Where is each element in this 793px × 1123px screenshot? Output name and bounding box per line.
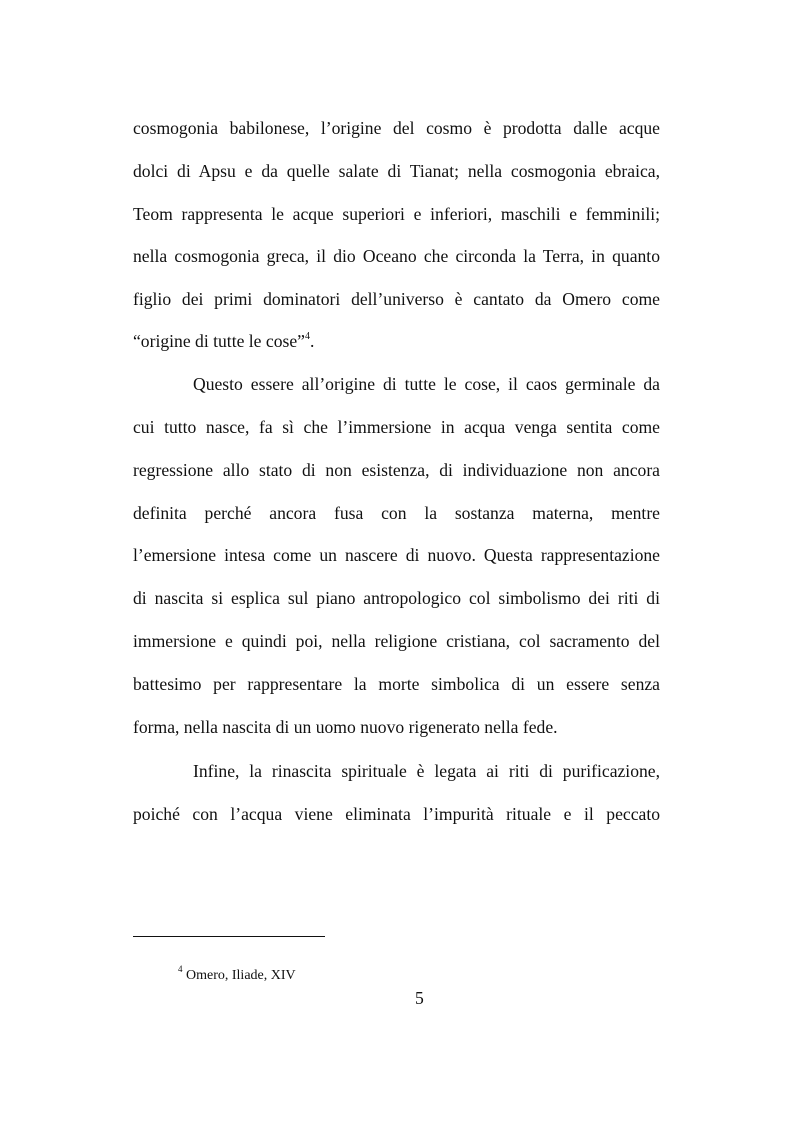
page-number: 5 [415, 988, 424, 1008]
period: . [309, 331, 315, 351]
footnote [178, 964, 296, 984]
text-line: forma, nella nascita di un uomo nuovo rigenerato nella fede. [133, 717, 558, 737]
text-line: cui tutto nasce, fa sì che l’immersione in acqua venga sentita come [133, 417, 660, 437]
text-line: cosmogonia babilonese, l’origine del cosmo è prodotta dalle acque [133, 118, 660, 138]
text-line: Teom rappresenta le acque superiori e inferiori, maschili e femminili; [133, 204, 660, 224]
text-line-with-footnote-ref [133, 330, 660, 352]
text-line: nella cosmogonia greca, il dio Oceano che circonda la Terra, in quanto [133, 246, 660, 266]
footnote-text: Omero, Iliade, XIV [186, 968, 296, 983]
text-line: Infine, la rinascita spirituale è legata ai riti di purificazione, [193, 761, 660, 781]
text-line: l’emersione intesa come un nascere di nuovo. Questa rappresentazione [133, 545, 660, 565]
footnote-ref[interactable]: 4 [304, 331, 310, 343]
footnote-separator [133, 936, 325, 937]
text-line: poiché con l’acqua viene eliminata l’impurità rituale e il peccato [133, 804, 660, 824]
text-line: figlio dei primi dominatori dell’universo è cantato da Omero come [133, 289, 660, 309]
text-line: immersione e quindi poi, nella religione cristiana, col sacramento del [133, 631, 660, 651]
footnote-number: 4 [178, 964, 183, 975]
text-line: regressione allo stato di non esistenza, di individuazione non ancora [133, 460, 660, 480]
text-line: dolci di Apsu e da quelle salate di Tianat; nella cosmogonia ebraica, [133, 161, 660, 181]
text-line: definita perché ancora fusa con la sostanza materna, mentre [133, 503, 660, 523]
text-line: Questo essere all’origine di tutte le cose, il caos germinale da [193, 374, 660, 394]
text-line: battesimo per rappresentare la morte simbolica di un essere senza [133, 674, 660, 694]
text-line: di nascita si esplica sul piano antropologico col simbolismo dei riti di [133, 588, 660, 608]
text-line: “origine di tutte le cose” [133, 331, 305, 351]
